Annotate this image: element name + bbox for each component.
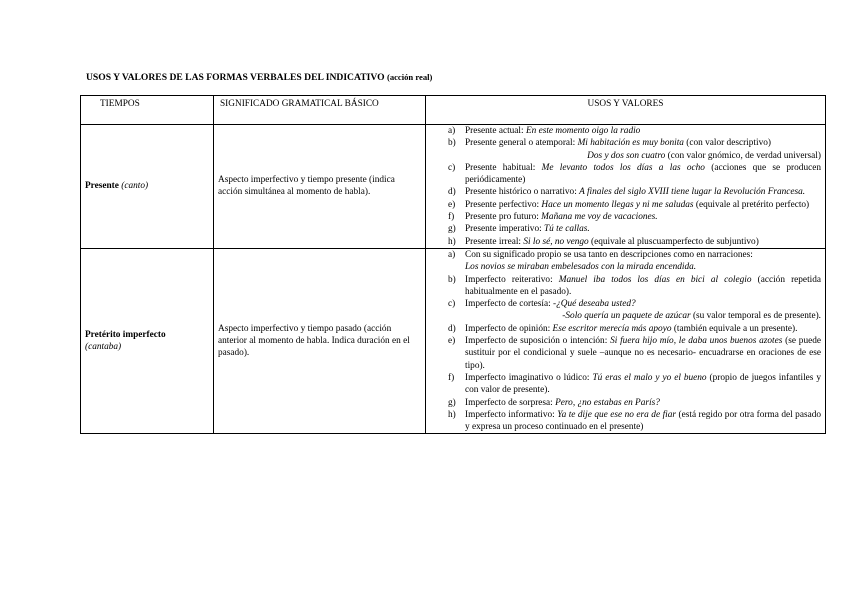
list-item: c) Presente habitual: Me levanto todos los días a las ocho (acciones que se producen periódicamente) [448,162,821,186]
list-item: f) Presente pro futuro: Mañana me voy de vacaciones. [448,212,658,223]
meaning-cell: Aspecto imperfectivo y tiempo pasado (acción anterior al momento de habla. Indica duración en el pasado). [214,248,426,433]
list-item: g) Imperfecto de sorpresa: Pero, ¿no estabas en París? [448,397,660,408]
header-significado: SIGNIFICADO GRAMATICAL BÁSICO [214,96,426,125]
list-item: f) Imperfecto imaginativo o lúdico: Tú eras el malo y yo el bueno (propio de juegos infantiles y con valor de presente). [448,372,821,396]
tense-cell: Presente (canto) [81,125,214,249]
list-item: h) Imperfecto informativo: Ya te dije que ese no era de fiar (está regido por otra forma del pasado y expresa un proceso continuado en el presente) [448,409,822,433]
list-item: a) Presente actual: En este momento oigo la radio [448,126,641,136]
list-item: b) Presente general o atemporal: Mi habitación es muy bonita (con valor descriptivo) Dos y dos son cuatro (con valor gnómico, de verdad universal) [448,138,821,161]
list-item: a) Con su significado propio se usa tanto en descripciones como en narraciones: Los novios se miraban embelesados con la mirada encendida. [448,249,753,273]
page-title: USOS Y VALORES DE LAS FORMAS VERBALES DEL INDICATIVO (acción real) [86,72,433,83]
list-item: e) Presente perfectivo: Hace un momento llegas y ni me saludas (equivale al pretérito perfecto) [448,199,810,210]
table-row [81,248,826,433]
list-item: b) Imperfecto reiterativo: Manuel iba todos los días en bici al colegio (acción repetida habitualmente en el pasado). [448,274,822,297]
uses-cell [426,248,826,433]
list-item: e) Imperfecto de suposición o intención: Si fuera hijo mío, le daba unos buenos azotes (se puede sustituir por el condicional y suele –aunque no es necesario- encuadrarse en oraciones de ese tipo). [448,336,821,371]
verb-forms-table [80,95,826,434]
uses-cell [426,125,826,249]
list-item: d) Imperfecto de opinión: Ese escritor merecía más apoyo (también equivale a un presente). [448,323,798,334]
tense-cell: Pretérito imperfecto (cantaba) [81,248,214,433]
table-row [81,125,826,249]
header-tiempos: TIEMPOS [81,96,214,125]
list-item: c) Imperfecto de cortesía: -¿Qué deseaba usted? -Solo quería un paquete de azúcar (su valor temporal es de presente). [448,299,821,322]
header-usos: USOS Y VALORES [426,96,826,125]
list-item: d) Presente histórico o narrativo: A finales del siglo XVIII tiene lugar la Revolución Francesa. [448,187,806,198]
meaning-cell: Aspecto imperfectivo y tiempo presente (indica acción simultánea al momento de habla). [214,125,426,249]
list-item: g) Presente imperativo: Tú te callas. [448,224,590,235]
table-header-row [81,96,826,125]
list-item: h) Presente irreal: Si lo sé, no vengo (equivale al pluscuamperfecto de subjuntivo) [448,236,759,247]
